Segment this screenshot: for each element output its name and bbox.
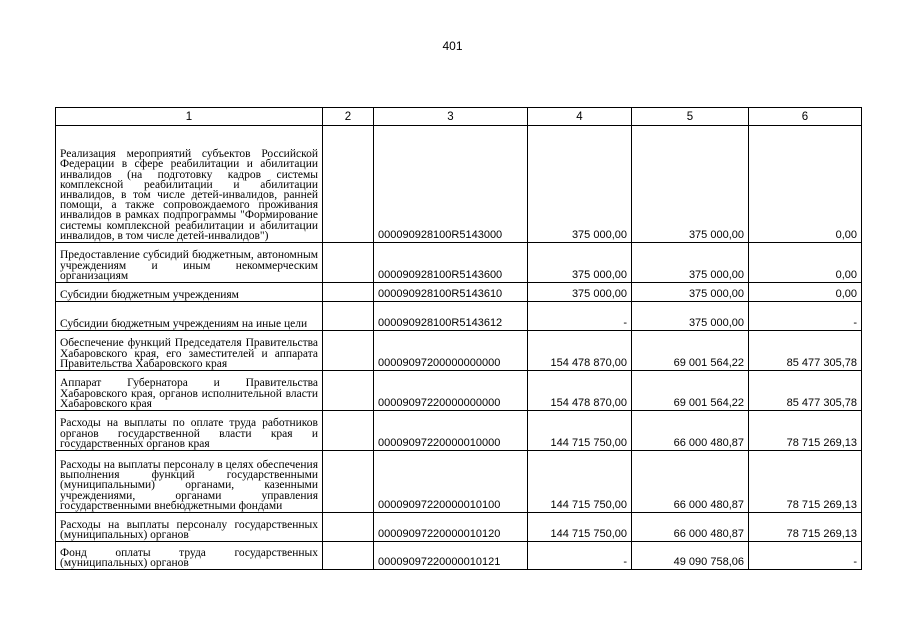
row-value-4: -	[528, 542, 632, 570]
row-name: Фонд оплаты труда государственных (муниципальных) органов	[56, 542, 323, 570]
row-code: 00009097220000010120	[374, 513, 528, 542]
row-value-4: 144 715 750,00	[528, 513, 632, 542]
row-col2	[323, 283, 374, 302]
row-name: Расходы на выплаты по оплате труда работников органов государственной власти края и государственных органов края	[56, 411, 323, 451]
column-header-1: 1	[56, 108, 323, 126]
row-value-5: 69 001 564,22	[632, 371, 749, 411]
column-header-4: 4	[528, 108, 632, 126]
row-value-6: 85 477 305,78	[749, 371, 862, 411]
row-value-6: 78 715 269,13	[749, 451, 862, 513]
row-value-4: -	[528, 302, 632, 331]
row-code: 00009097200000000000	[374, 331, 528, 371]
row-col2	[323, 243, 374, 283]
row-value-6: -	[749, 302, 862, 331]
row-name: Реализация мероприятий субъектов Российской Федерации в сфере реабилитации и абилитации инвалидов (на подготовку кадров системы комплексной реабилитации и абилитации инвалидов, в том числе детей-инвалидов, ранней помощи, а также сопровождаемого проживания инвалидов в рамках подпрограммы "Формирование системы комплексной реабилитации и абилитации инвалидов, в том числе детей-инвалидов")	[56, 126, 323, 243]
row-code: 000090928100R5143612	[374, 302, 528, 331]
row-col2	[323, 411, 374, 451]
row-value-4: 154 478 870,00	[528, 331, 632, 371]
row-col2	[323, 126, 374, 243]
table-row	[56, 542, 862, 570]
table-header-row	[56, 108, 862, 126]
table-row	[56, 331, 862, 371]
row-value-6: -	[749, 542, 862, 570]
row-value-5: 375 000,00	[632, 283, 749, 302]
row-value-5: 69 001 564,22	[632, 331, 749, 371]
row-name: Расходы на выплаты персоналу государственных (муниципальных) органов	[56, 513, 323, 542]
row-value-4: 154 478 870,00	[528, 371, 632, 411]
row-value-6: 0,00	[749, 126, 862, 243]
table-row	[56, 371, 862, 411]
row-col2	[323, 331, 374, 371]
row-value-6: 78 715 269,13	[749, 411, 862, 451]
budget-table	[55, 107, 862, 570]
row-value-5: 375 000,00	[632, 243, 749, 283]
row-value-5: 49 090 758,06	[632, 542, 749, 570]
row-code: 00009097220000000000	[374, 371, 528, 411]
table-row	[56, 411, 862, 451]
row-value-6: 78 715 269,13	[749, 513, 862, 542]
table-row	[56, 513, 862, 542]
row-code: 000090928100R5143610	[374, 283, 528, 302]
row-col2	[323, 513, 374, 542]
table-row	[56, 283, 862, 302]
row-name: Расходы на выплаты персоналу в целях обеспечения выполнения функций государственными (муниципальными) органами, казенными учреждениями, органами управления государственными внебюджетными фондами	[56, 451, 323, 513]
row-code: 000090928100R5143600	[374, 243, 528, 283]
row-name: Аппарат Губернатора и Правительства Хабаровского края, органов исполнительной власти Хабаровского края	[56, 371, 323, 411]
row-value-4: 375 000,00	[528, 283, 632, 302]
column-header-3: 3	[374, 108, 528, 126]
row-col2	[323, 302, 374, 331]
row-col2	[323, 451, 374, 513]
row-code: 000090928100R5143000	[374, 126, 528, 243]
column-header-2: 2	[323, 108, 374, 126]
column-header-6: 6	[749, 108, 862, 126]
table-row	[56, 451, 862, 513]
row-value-6: 0,00	[749, 283, 862, 302]
row-code: 00009097220000010000	[374, 411, 528, 451]
row-value-6: 0,00	[749, 243, 862, 283]
row-value-6: 85 477 305,78	[749, 331, 862, 371]
row-value-5: 66 000 480,87	[632, 451, 749, 513]
row-value-5: 375 000,00	[632, 302, 749, 331]
row-name: Обеспечение функций Председателя Правительства Хабаровского края, его заместителей и аппарата Правительства Хабаровского края	[56, 331, 323, 371]
row-value-4: 375 000,00	[528, 126, 632, 243]
row-col2	[323, 371, 374, 411]
row-name: Субсидии бюджетным учреждениям на иные цели	[56, 302, 323, 331]
row-col2	[323, 542, 374, 570]
row-code: 00009097220000010100	[374, 451, 528, 513]
table-row	[56, 243, 862, 283]
row-value-5: 66 000 480,87	[632, 513, 749, 542]
row-name: Предоставление субсидий бюджетным, автономным учреждениям и иным некоммерческим организациям	[56, 243, 323, 283]
table-row	[56, 126, 862, 243]
table-row	[56, 302, 862, 331]
row-value-4: 375 000,00	[528, 243, 632, 283]
row-name: Субсидии бюджетным учреждениям	[56, 283, 323, 302]
row-value-4: 144 715 750,00	[528, 451, 632, 513]
row-value-5: 375 000,00	[632, 126, 749, 243]
column-header-5: 5	[632, 108, 749, 126]
row-value-4: 144 715 750,00	[528, 411, 632, 451]
row-value-5: 66 000 480,87	[632, 411, 749, 451]
page-number: 401	[442, 39, 463, 53]
row-code: 00009097220000010121	[374, 542, 528, 570]
